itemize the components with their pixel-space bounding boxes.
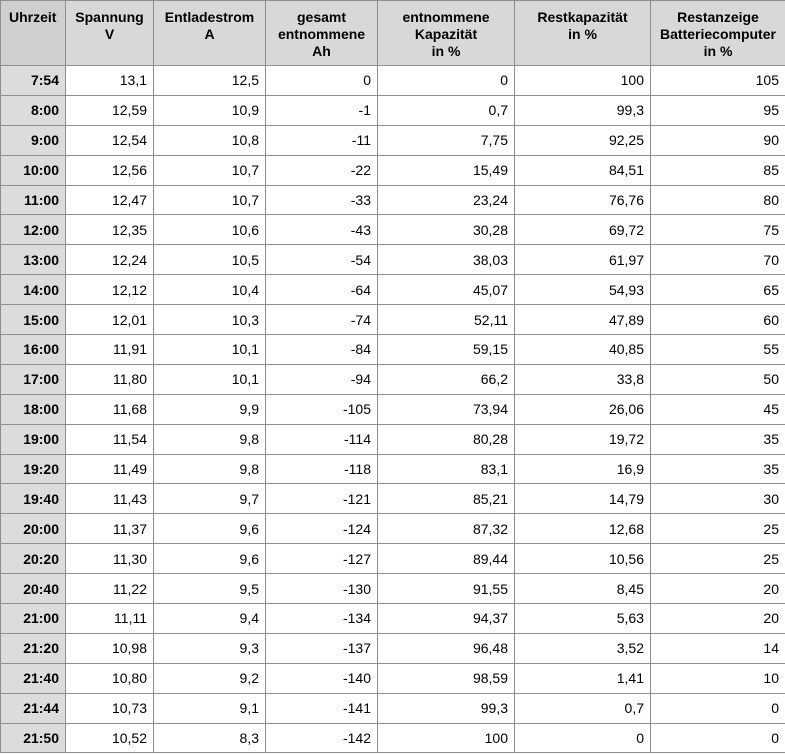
cell-spannung: 10,73 xyxy=(66,693,154,723)
cell-spannung: 12,24 xyxy=(66,245,154,275)
cell-entnommene-kapazitaet: 7,75 xyxy=(378,125,515,155)
cell-restanzeige: 85 xyxy=(651,155,785,185)
cell-spannung: 10,52 xyxy=(66,723,154,753)
cell-entnommene-kapazitaet: 83,1 xyxy=(378,454,515,484)
cell-gesamt-ah: -140 xyxy=(266,663,378,693)
cell-restkapazitaet: 1,41 xyxy=(515,663,651,693)
cell-entnommene-kapazitaet: 85,21 xyxy=(378,484,515,514)
cell-uhrzeit: 17:00 xyxy=(1,364,66,394)
table-row xyxy=(1,66,785,96)
cell-uhrzeit: 10:00 xyxy=(1,155,66,185)
cell-entladestrom: 9,2 xyxy=(154,663,266,693)
cell-gesamt-ah: -64 xyxy=(266,275,378,305)
table-row xyxy=(1,215,785,245)
cell-uhrzeit: 21:44 xyxy=(1,693,66,723)
cell-entnommene-kapazitaet: 94,37 xyxy=(378,604,515,634)
cell-uhrzeit: 14:00 xyxy=(1,275,66,305)
cell-gesamt-ah: -118 xyxy=(266,454,378,484)
cell-entnommene-kapazitaet: 15,49 xyxy=(378,155,515,185)
cell-entladestrom: 9,7 xyxy=(154,484,266,514)
table-row xyxy=(1,424,785,454)
cell-uhrzeit: 21:00 xyxy=(1,604,66,634)
cell-entnommene-kapazitaet: 52,11 xyxy=(378,305,515,335)
cell-entnommene-kapazitaet: 66,2 xyxy=(378,364,515,394)
cell-uhrzeit: 19:00 xyxy=(1,424,66,454)
table-row xyxy=(1,663,785,693)
cell-entladestrom: 9,1 xyxy=(154,693,266,723)
cell-entnommene-kapazitaet: 0 xyxy=(378,66,515,96)
table-row xyxy=(1,693,785,723)
cell-gesamt-ah: -127 xyxy=(266,544,378,574)
cell-restkapazitaet: 19,72 xyxy=(515,424,651,454)
cell-restanzeige: 0 xyxy=(651,693,785,723)
cell-spannung: 13,1 xyxy=(66,66,154,96)
cell-spannung: 11,49 xyxy=(66,454,154,484)
cell-entnommene-kapazitaet: 30,28 xyxy=(378,215,515,245)
table-row xyxy=(1,125,785,155)
cell-spannung: 11,11 xyxy=(66,604,154,634)
cell-spannung: 12,47 xyxy=(66,185,154,215)
cell-gesamt-ah: -141 xyxy=(266,693,378,723)
cell-entnommene-kapazitaet: 87,32 xyxy=(378,514,515,544)
cell-gesamt-ah: -142 xyxy=(266,723,378,753)
cell-restkapazitaet: 14,79 xyxy=(515,484,651,514)
cell-entnommene-kapazitaet: 89,44 xyxy=(378,544,515,574)
cell-uhrzeit: 11:00 xyxy=(1,185,66,215)
table-row xyxy=(1,364,785,394)
cell-restanzeige: 14 xyxy=(651,633,785,663)
cell-restanzeige: 35 xyxy=(651,424,785,454)
cell-uhrzeit: 19:40 xyxy=(1,484,66,514)
cell-gesamt-ah: -74 xyxy=(266,305,378,335)
cell-uhrzeit: 19:20 xyxy=(1,454,66,484)
cell-gesamt-ah: -134 xyxy=(266,604,378,634)
cell-spannung: 12,35 xyxy=(66,215,154,245)
header-restkapazitaet: Restkapazität in % xyxy=(515,1,651,66)
cell-restkapazitaet: 92,25 xyxy=(515,125,651,155)
cell-restkapazitaet: 99,3 xyxy=(515,95,651,125)
cell-entladestrom: 12,5 xyxy=(154,66,266,96)
cell-uhrzeit: 16:00 xyxy=(1,335,66,365)
cell-uhrzeit: 8:00 xyxy=(1,95,66,125)
cell-entnommene-kapazitaet: 98,59 xyxy=(378,663,515,693)
header-entladestrom: Entladestrom A xyxy=(154,1,266,66)
cell-uhrzeit: 18:00 xyxy=(1,394,66,424)
cell-restkapazitaet: 84,51 xyxy=(515,155,651,185)
cell-gesamt-ah: -105 xyxy=(266,394,378,424)
cell-entladestrom: 9,9 xyxy=(154,394,266,424)
cell-gesamt-ah: -94 xyxy=(266,364,378,394)
cell-uhrzeit: 20:00 xyxy=(1,514,66,544)
cell-spannung: 10,98 xyxy=(66,633,154,663)
cell-spannung: 11,43 xyxy=(66,484,154,514)
cell-entnommene-kapazitaet: 23,24 xyxy=(378,185,515,215)
cell-entladestrom: 9,8 xyxy=(154,454,266,484)
cell-restanzeige: 45 xyxy=(651,394,785,424)
cell-restkapazitaet: 10,56 xyxy=(515,544,651,574)
cell-entladestrom: 10,1 xyxy=(154,364,266,394)
cell-entladestrom: 10,4 xyxy=(154,275,266,305)
cell-gesamt-ah: -11 xyxy=(266,125,378,155)
cell-restanzeige: 30 xyxy=(651,484,785,514)
cell-uhrzeit: 20:40 xyxy=(1,574,66,604)
table-row xyxy=(1,544,785,574)
cell-restkapazitaet: 8,45 xyxy=(515,574,651,604)
cell-entnommene-kapazitaet: 100 xyxy=(378,723,515,753)
table-row xyxy=(1,514,785,544)
cell-restkapazitaet: 33,8 xyxy=(515,364,651,394)
cell-entladestrom: 9,3 xyxy=(154,633,266,663)
cell-restkapazitaet: 47,89 xyxy=(515,305,651,335)
cell-restkapazitaet: 76,76 xyxy=(515,185,651,215)
cell-spannung: 11,30 xyxy=(66,544,154,574)
cell-gesamt-ah: -43 xyxy=(266,215,378,245)
cell-restanzeige: 60 xyxy=(651,305,785,335)
cell-restkapazitaet: 100 xyxy=(515,66,651,96)
cell-uhrzeit: 7:54 xyxy=(1,66,66,96)
cell-spannung: 11,91 xyxy=(66,335,154,365)
cell-uhrzeit: 21:40 xyxy=(1,663,66,693)
cell-gesamt-ah: -54 xyxy=(266,245,378,275)
cell-restanzeige: 0 xyxy=(651,723,785,753)
cell-restanzeige: 90 xyxy=(651,125,785,155)
cell-spannung: 12,54 xyxy=(66,125,154,155)
cell-entladestrom: 10,3 xyxy=(154,305,266,335)
table-row xyxy=(1,155,785,185)
cell-gesamt-ah: -114 xyxy=(266,424,378,454)
cell-uhrzeit: 12:00 xyxy=(1,215,66,245)
cell-entladestrom: 10,9 xyxy=(154,95,266,125)
cell-entladestrom: 10,7 xyxy=(154,185,266,215)
cell-entnommene-kapazitaet: 73,94 xyxy=(378,394,515,424)
header-restanzeige: Restanzeige Batteriecomputer in % xyxy=(651,1,785,66)
cell-gesamt-ah: -1 xyxy=(266,95,378,125)
cell-spannung: 10,80 xyxy=(66,663,154,693)
cell-spannung: 11,54 xyxy=(66,424,154,454)
header-entnommene-kapazitaet: entnommene Kapazität in % xyxy=(378,1,515,66)
cell-uhrzeit: 21:20 xyxy=(1,633,66,663)
cell-restanzeige: 105 xyxy=(651,66,785,96)
cell-restkapazitaet: 12,68 xyxy=(515,514,651,544)
table-row xyxy=(1,454,785,484)
cell-uhrzeit: 13:00 xyxy=(1,245,66,275)
cell-gesamt-ah: -22 xyxy=(266,155,378,185)
table-row xyxy=(1,185,785,215)
cell-spannung: 11,22 xyxy=(66,574,154,604)
cell-entladestrom: 8,3 xyxy=(154,723,266,753)
cell-gesamt-ah: -84 xyxy=(266,335,378,365)
table-row xyxy=(1,604,785,634)
table-row xyxy=(1,723,785,753)
cell-entladestrom: 9,6 xyxy=(154,514,266,544)
cell-entladestrom: 10,8 xyxy=(154,125,266,155)
cell-restanzeige: 35 xyxy=(651,454,785,484)
cell-entladestrom: 10,7 xyxy=(154,155,266,185)
cell-spannung: 12,56 xyxy=(66,155,154,185)
cell-entnommene-kapazitaet: 0,7 xyxy=(378,95,515,125)
cell-uhrzeit: 21:50 xyxy=(1,723,66,753)
cell-entladestrom: 10,1 xyxy=(154,335,266,365)
cell-restanzeige: 25 xyxy=(651,514,785,544)
cell-gesamt-ah: 0 xyxy=(266,66,378,96)
cell-restanzeige: 95 xyxy=(651,95,785,125)
cell-restanzeige: 70 xyxy=(651,245,785,275)
cell-restanzeige: 50 xyxy=(651,364,785,394)
cell-restkapazitaet: 0 xyxy=(515,723,651,753)
cell-entnommene-kapazitaet: 99,3 xyxy=(378,693,515,723)
cell-spannung: 11,37 xyxy=(66,514,154,544)
header-uhrzeit: Uhrzeit xyxy=(1,1,66,66)
cell-restkapazitaet: 54,93 xyxy=(515,275,651,305)
cell-restanzeige: 65 xyxy=(651,275,785,305)
cell-entladestrom: 9,5 xyxy=(154,574,266,604)
cell-entladestrom: 9,6 xyxy=(154,544,266,574)
cell-restanzeige: 55 xyxy=(651,335,785,365)
table-row xyxy=(1,484,785,514)
cell-restanzeige: 20 xyxy=(651,604,785,634)
cell-restanzeige: 20 xyxy=(651,574,785,604)
cell-restkapazitaet: 3,52 xyxy=(515,633,651,663)
cell-uhrzeit: 9:00 xyxy=(1,125,66,155)
cell-restkapazitaet: 0,7 xyxy=(515,693,651,723)
cell-gesamt-ah: -121 xyxy=(266,484,378,514)
cell-restkapazitaet: 69,72 xyxy=(515,215,651,245)
cell-uhrzeit: 20:20 xyxy=(1,544,66,574)
table-row xyxy=(1,245,785,275)
cell-gesamt-ah: -137 xyxy=(266,633,378,663)
cell-uhrzeit: 15:00 xyxy=(1,305,66,335)
cell-restkapazitaet: 40,85 xyxy=(515,335,651,365)
cell-spannung: 11,68 xyxy=(66,394,154,424)
cell-entnommene-kapazitaet: 80,28 xyxy=(378,424,515,454)
cell-spannung: 12,01 xyxy=(66,305,154,335)
cell-entladestrom: 9,8 xyxy=(154,424,266,454)
cell-restanzeige: 80 xyxy=(651,185,785,215)
cell-restkapazitaet: 16,9 xyxy=(515,454,651,484)
cell-spannung: 11,80 xyxy=(66,364,154,394)
table-row xyxy=(1,335,785,365)
header-gesamt-entnommene-ah: gesamt entnommene Ah xyxy=(266,1,378,66)
header-row xyxy=(1,1,785,66)
table-row xyxy=(1,633,785,663)
cell-entnommene-kapazitaet: 38,03 xyxy=(378,245,515,275)
cell-entnommene-kapazitaet: 59,15 xyxy=(378,335,515,365)
cell-entnommene-kapazitaet: 91,55 xyxy=(378,574,515,604)
header-spannung: Spannung V xyxy=(66,1,154,66)
cell-restkapazitaet: 26,06 xyxy=(515,394,651,424)
table-row xyxy=(1,574,785,604)
cell-spannung: 12,12 xyxy=(66,275,154,305)
cell-entladestrom: 10,5 xyxy=(154,245,266,275)
table-body xyxy=(1,66,785,753)
table-row xyxy=(1,394,785,424)
table-row xyxy=(1,305,785,335)
cell-entladestrom: 9,4 xyxy=(154,604,266,634)
cell-restanzeige: 75 xyxy=(651,215,785,245)
table-row xyxy=(1,275,785,305)
cell-entnommene-kapazitaet: 45,07 xyxy=(378,275,515,305)
cell-entladestrom: 10,6 xyxy=(154,215,266,245)
cell-restanzeige: 25 xyxy=(651,544,785,574)
cell-spannung: 12,59 xyxy=(66,95,154,125)
cell-entnommene-kapazitaet: 96,48 xyxy=(378,633,515,663)
table-row xyxy=(1,95,785,125)
cell-gesamt-ah: -124 xyxy=(266,514,378,544)
cell-restanzeige: 10 xyxy=(651,663,785,693)
cell-restkapazitaet: 5,63 xyxy=(515,604,651,634)
cell-gesamt-ah: -130 xyxy=(266,574,378,604)
cell-restkapazitaet: 61,97 xyxy=(515,245,651,275)
cell-gesamt-ah: -33 xyxy=(266,185,378,215)
